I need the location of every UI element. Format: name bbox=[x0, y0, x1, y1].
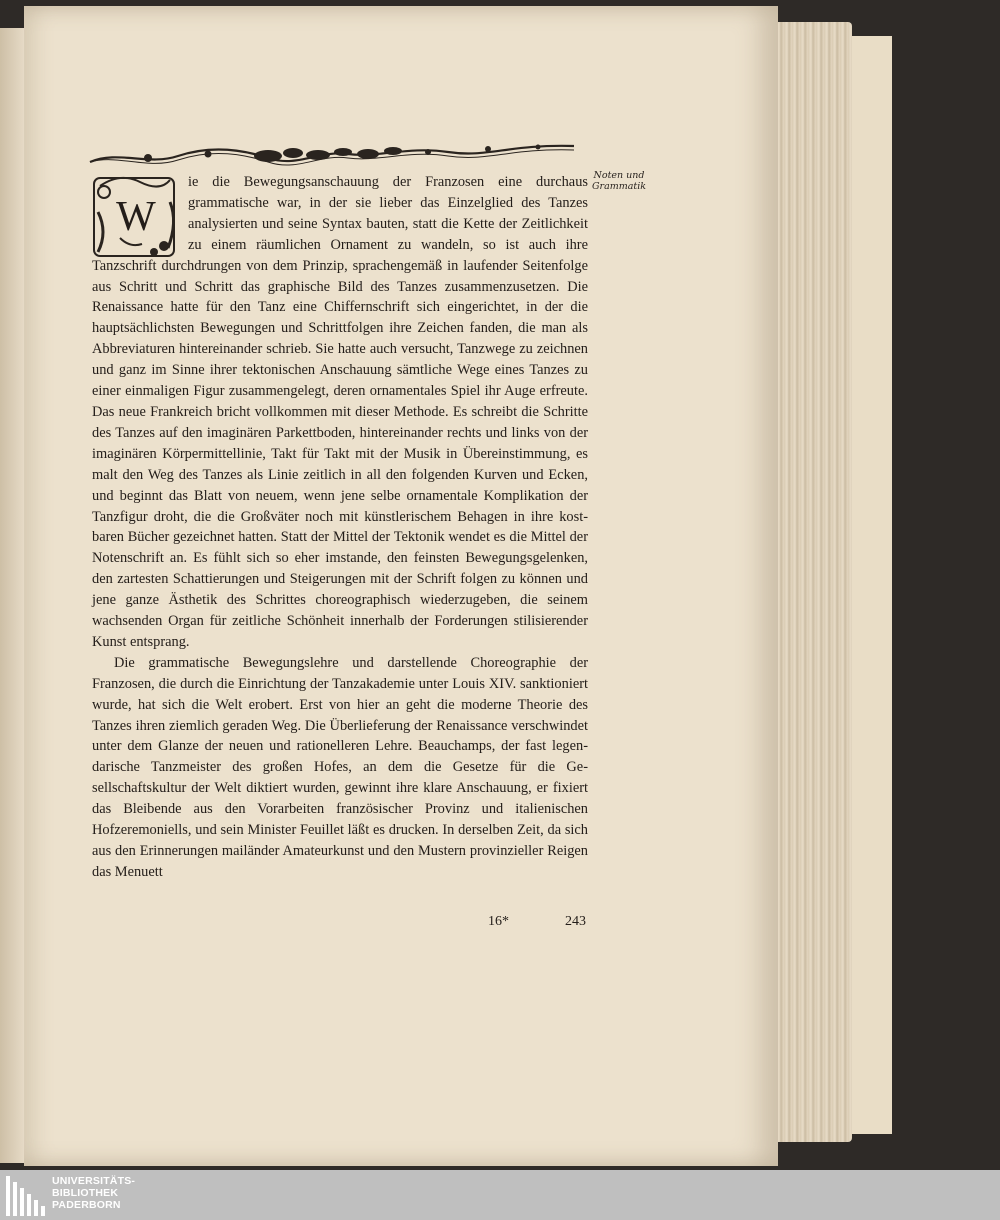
paragraph-2: Die grammatische Bewegungslehre und darstellende Choreographie der Franzosen, die durch die Einrichtung der Tanzakademie unter Louis XIV. sanktioniert wurde, hat sich die Welt erobert. Erst von hier an geht die moderne Theorie des Tanzes ihren ziemlich geraden Weg. Die Überlieferung der Renaissance verschwindet unter dem Glanze der neuen und rationelleren Lehre. Beauchamps, der fast legendarische Tanzmeister des großen Hofes, an dem die Gesetze für die Gesellschaftskultur der Welt diktiert wurden, gewinnt ihre klare Anschauung, er fixiert das Bleibende aus den Vorarbeiten französischer Provinz und italienischen Hofzeremoniells, und sein Minister Feuillet läßt es drucken. In derselben Zeit, da sich aus den Erinnerungen mailänder Amateurkunst und den Mustern provinzieller Reigen das Menuett bbox=[92, 654, 588, 880]
paragraph-1 bbox=[92, 172, 588, 653]
library-name-line-3: PADERBORN bbox=[52, 1199, 121, 1211]
paragraph-1-text: ie die Bewegungsanschauung der Franzosen eine durchaus grammatische war, in der sie lieber das Einzelglied des Tanzes analysierten und seine Syntax bauten, statt die Kette der Zeitlichkeit zu einem räumlichen Ornament zu wandeln, so ist auch ihre Tanzschrift durchdrungen von dem Prinzip, sprachengemäß in laufender Seitenfolge aus Schritt und Schritt das graphische Bild des Tanzes zusammenzusetzen. Die Renaissance hatte für den Tanz eine Chiffernschrift sich eingerichtet, in der die hauptsächlichsten Bewegungen und Schrittfolgen ihre Zeichen fanden, die man als Abbreviaturen hintereinander schrieb. Sie hatte auch versucht, Tanzwege zu zeichnen und ganz im Sinne ihrer tektonischen Anschauung sämtliche Wege eines Tanzes zu einer einmaligen Figur zusammengelegt, deren ornamentales Spiel ihr Auge erfreute. Das neue Frankreich bricht vollkommen mit dieser Methode. Es schreibt die Schritte des Tanzes auf den imaginären Parkettboden, hintereinander rechts und links von der imaginären Körpermittellinie, Takt für Takt mit der Musik in Übereinstimmung, es malt den Weg des Tanzes als Linie zeitlich in all den folgenden Kurven und Ecken, und beginnt das Blatt von neuem, wenn jene selbe ornamentale Komplikation der Tanzfigur droht, die die Großväter noch mit künstlerischem Behagen in ihre kostbaren Bücher gezeichnet hatten. Statt der Mittel der Tektonik wendet es die Mittel der Notenschrift an. Es fühlt sich so eher imstande, den feinsten Bewegungsgelenken, den zartesten Schattierungen und Steigerungen mit der Schrift folgen zu können und jene ganze Ästhetik des Schrittes choreographisch wiederzugeben, die seinem wachsenden Organ für zeitliche Schönheit innerhalb der Forderungen stilisierender Kunst entsprang. bbox=[92, 174, 588, 650]
drop-cap-space bbox=[92, 172, 188, 254]
facing-page-edge bbox=[0, 28, 24, 1163]
drop-cap-letter: W bbox=[116, 194, 156, 240]
page-number: 243 bbox=[565, 914, 586, 929]
library-name-line-2: BIBLIOTHEK bbox=[52, 1187, 119, 1199]
library-name bbox=[52, 1175, 172, 1211]
marginal-note-line-2: Grammatik bbox=[591, 181, 647, 192]
marginal-note-line-1: Noten und bbox=[593, 170, 645, 181]
marginal-note bbox=[584, 170, 654, 192]
library-name-line-1: UNIVERSITÄTS- bbox=[52, 1175, 136, 1187]
ornamental-headpiece bbox=[88, 140, 578, 170]
body-text bbox=[92, 172, 588, 883]
signature-mark: 16* bbox=[488, 914, 509, 929]
library-logo-icon bbox=[6, 1176, 48, 1216]
